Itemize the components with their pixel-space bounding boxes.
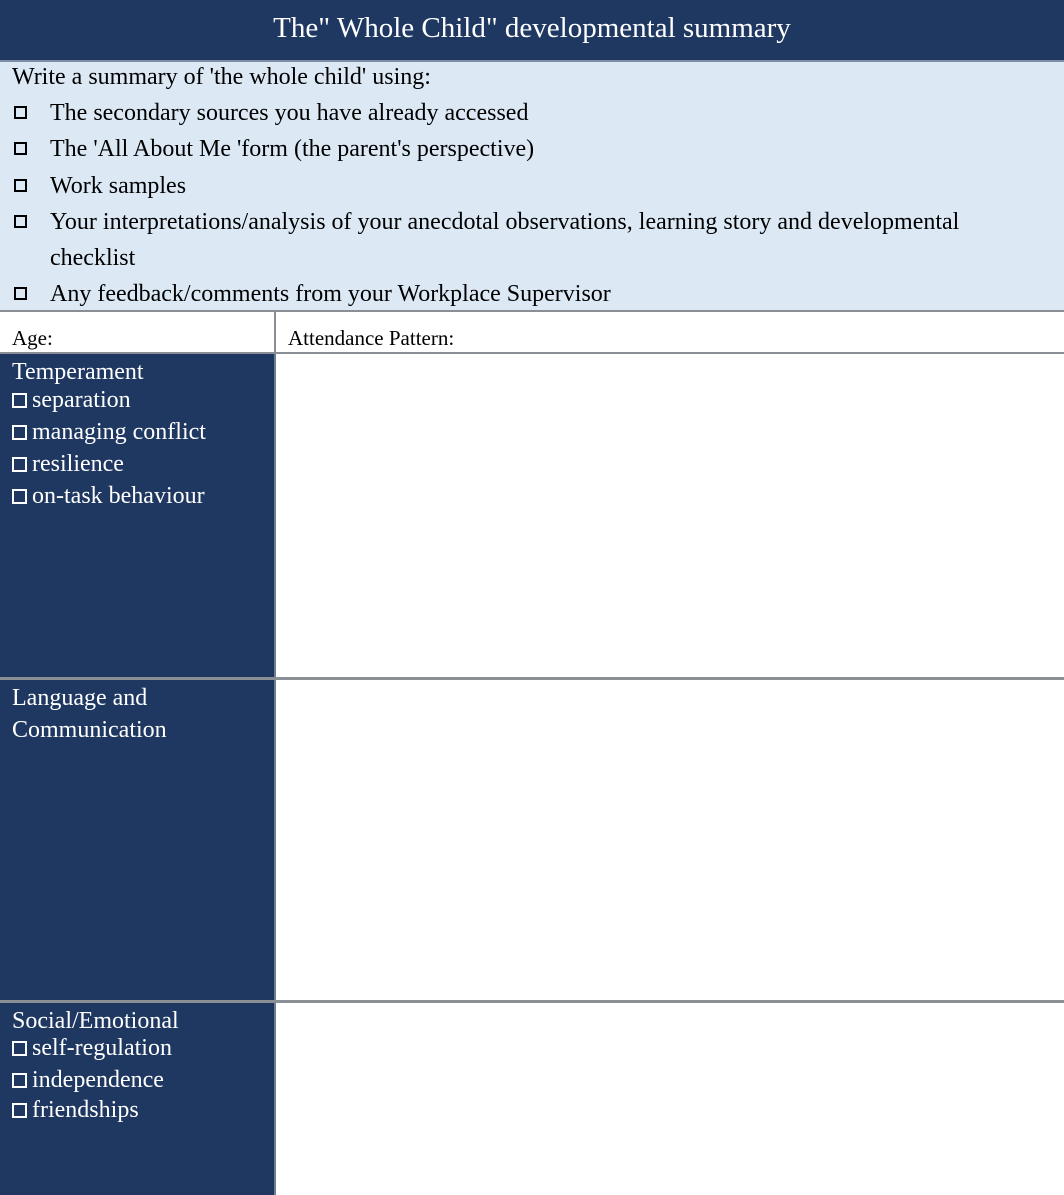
checkbox-icon[interactable] [14, 142, 27, 155]
age-label: Age: [12, 326, 53, 350]
checkbox-icon[interactable] [12, 1103, 27, 1118]
checkbox-icon[interactable] [12, 425, 27, 440]
instruction-text: Any feedback/comments from your Workplace Supervisor [50, 281, 611, 307]
section-heading: Social/Emotional [12, 1008, 179, 1034]
section-language-communication [0, 680, 1064, 1001]
checklist-item-label: separation [32, 387, 131, 413]
attendance-label: Attendance Pattern: [288, 326, 455, 350]
checkbox-icon[interactable] [14, 215, 27, 228]
instruction-text: The 'All About Me 'form (the parent's perspective) [50, 136, 535, 162]
checklist-item-label: friendships [32, 1097, 139, 1123]
instruction-text: Your interpretations/analysis of your anecdotal observations, learning story and developmental checklist [50, 209, 960, 271]
checkbox-icon[interactable] [14, 106, 27, 119]
instructions-panel [0, 62, 1064, 312]
checkbox-icon[interactable] [12, 1073, 27, 1088]
checkbox-icon[interactable] [12, 393, 27, 408]
instructions-intro: Write a summary of 'the whole child' using: [12, 64, 431, 90]
instruction-text: The secondary sources you have already accessed [50, 100, 529, 126]
checkbox-icon[interactable] [14, 287, 27, 300]
language-response-area[interactable] [276, 680, 1064, 1001]
temperament-response-area[interactable] [276, 354, 1064, 678]
page-title: The" Whole Child" developmental summary [0, 0, 1064, 62]
checklist-item-label: self-regulation [32, 1035, 172, 1061]
checklist-item [12, 416, 206, 448]
checklist-item-label: on-task behaviour [32, 483, 205, 509]
checklist-item [12, 1032, 172, 1064]
checkbox-icon[interactable] [12, 457, 27, 472]
section-label-column [0, 1003, 276, 1195]
checklist-item [12, 480, 205, 512]
social-emotional-response-area[interactable] [276, 1003, 1064, 1195]
checklist-item [12, 384, 131, 416]
section-label-column [0, 680, 276, 1001]
age-attendance-row [0, 312, 1064, 354]
checklist-item [12, 448, 124, 480]
checklist-item-label: independence [32, 1067, 164, 1093]
checklist-item-label: managing conflict [32, 419, 206, 445]
section-social-emotional [0, 1003, 1064, 1195]
section-heading: Language and Communication [12, 685, 167, 743]
checkbox-icon[interactable] [12, 489, 27, 504]
age-field[interactable] [0, 312, 276, 352]
checkbox-icon[interactable] [12, 1041, 27, 1056]
checkbox-icon[interactable] [14, 179, 27, 192]
attendance-field[interactable] [276, 312, 1064, 352]
section-heading: Temperament [12, 359, 144, 385]
section-temperament [0, 354, 1064, 678]
checklist-item [12, 1064, 164, 1096]
checklist-item [12, 1094, 139, 1126]
instruction-text: Work samples [50, 173, 187, 199]
section-label-column [0, 354, 276, 678]
checklist-item-label: resilience [32, 451, 124, 477]
